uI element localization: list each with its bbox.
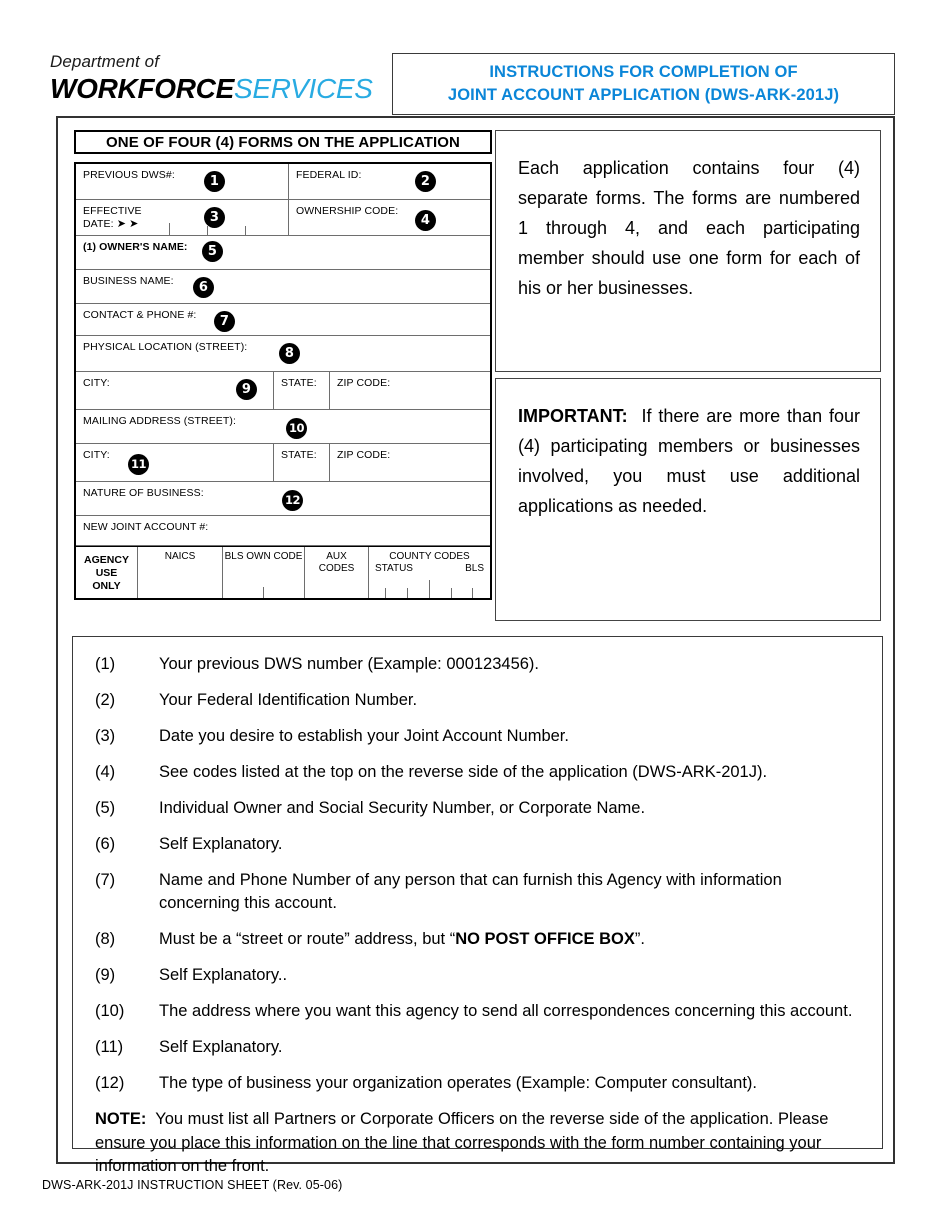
important-label: IMPORTANT: [518,406,628,426]
county-tick-2 [407,588,408,598]
document-title-box [392,53,895,115]
field-label-effective-date-line2: DATE: [83,218,114,230]
page-content-frame [56,116,895,1175]
marker-12: 12 [282,490,303,511]
instruction-item [95,833,860,856]
agency-label-aux-line2: CODES [318,563,355,574]
field-owners-name[interactable] [76,236,490,269]
logo-workforce-text: WORKFORCE [50,73,234,104]
date-tick-1 [169,223,170,235]
instruction-text: See codes listed at the top on the reverse side of the application (DWS-ARK-201J). [159,763,768,781]
county-tick-1 [385,588,386,598]
form-row-physical-location [76,336,490,372]
instruction-text: Self Explanatory. [159,835,283,853]
field-city-physical[interactable] [76,372,274,409]
instruction-item [95,689,860,712]
field-effective-date[interactable] [76,200,289,235]
form-row-new-joint-account [76,516,490,546]
marker-1: 1 [204,171,225,192]
info-box-important-body [496,379,880,521]
marker-7: 7 [214,311,235,332]
agency-field-bls-own-code[interactable] [223,547,305,598]
note-text: You must list all Partners or Corporate Officers on the reverse side of the application. Please ensure you place this information on the line that corresponds with the form number containing your information on the front. [95,1110,829,1175]
instruction-text: Your Federal Identification Number. [159,691,418,709]
instruction-item [95,797,860,820]
instruction-text: The address where you want this agency to send all correspondences concerning this account. [159,1002,853,1020]
instruction-text: Self Explanatory. [159,1038,283,1056]
agency-label-aux-line1: AUX [326,551,347,562]
field-label-zip-physical: ZIP CODE: [337,377,391,389]
page-footer: DWS-ARK-201J INSTRUCTION SHEET (Rev. 05-06) [42,1178,343,1192]
marker-3: 3 [204,207,225,228]
agency-field-aux-codes[interactable] [305,547,369,598]
note-block [95,1108,860,1179]
field-mailing-address[interactable] [76,410,490,443]
form-row-city-state-zip-physical [76,372,490,410]
marker-10: 10 [286,418,307,439]
marker-4: 4 [415,210,436,231]
form-row-previous-dws [76,164,490,200]
agency-logo [50,52,373,105]
field-zip-physical[interactable] [330,372,490,409]
instruction-number: (12) [95,1074,125,1092]
agency-field-naics[interactable] [138,547,223,598]
instruction-number: (3) [95,727,116,745]
page-title-line2: JOINT ACCOUNT APPLICATION (DWS-ARK-201J) [447,86,840,104]
field-label-state-physical: STATE: [281,377,317,389]
field-business-name[interactable] [76,270,490,303]
field-label-new-joint-account: NEW JOINT ACCOUNT #: [83,521,209,533]
instruction-item [95,761,860,784]
field-label-nature-of-business: NATURE OF BUSINESS: [83,487,204,499]
agency-label-naics: NAICS [164,551,196,562]
form-table [74,162,492,600]
instruction-number: (10) [95,1002,125,1020]
page-title-line1: INSTRUCTIONS FOR COMPLETION OF [489,63,798,81]
instructions-list [95,653,860,1095]
effective-date-arrows-icon: ➤ ➤ [116,218,139,230]
instruction-number: (5) [95,799,116,817]
logo-wordmark [50,73,373,105]
instruction-number: (2) [95,691,116,709]
logo-department-line: Department of [50,52,160,71]
field-previous-dws[interactable] [76,164,289,199]
agency-label-county-codes: COUNTY CODES [389,551,470,562]
field-label-owners-name: (1) OWNER'S NAME: [83,241,188,253]
marker-5: 5 [202,241,223,262]
field-label-previous-dws: PREVIOUS DWS#: [83,169,175,181]
instruction-item [95,725,860,748]
field-label-zip-mailing: ZIP CODE: [337,449,391,461]
field-city-mailing[interactable] [76,444,274,481]
marker-11: 11 [128,454,149,475]
instruction-number: (1) [95,655,116,673]
field-label-effective-date-line1: EFFECTIVE [83,205,142,217]
field-zip-mailing[interactable] [330,444,490,481]
agency-label-county-status: STATUS [375,563,413,574]
info-box-forms-count-text: Each application contains four (4) separate forms. The forms are numbered 1 through 4, and each participating member should use one form for each of his or her businesses. [518,158,860,298]
agency-field-county-codes[interactable] [369,547,490,598]
instruction-text: Name and Phone Number of any person that can furnish this Agency with information concerning this account. [159,871,782,912]
county-subheaders [369,563,490,575]
instruction-text: The type of business your organization operates (Example: Computer consultant). [159,1074,757,1092]
field-label-city-mailing: CITY: [83,449,110,461]
instruction-item [95,653,860,676]
field-label-city-physical: CITY: [83,377,110,389]
form-row-effective-date [76,200,490,236]
agency-use-line2: USE [95,567,118,579]
marker-2: 2 [415,171,436,192]
form-row-nature-of-business [76,482,490,516]
field-contact-phone[interactable] [76,304,490,335]
field-ownership-code[interactable] [289,200,490,235]
field-physical-location[interactable] [76,336,490,371]
county-tick-5 [472,588,473,598]
instruction-number: (9) [95,966,116,984]
instruction-item [95,928,860,951]
field-label-business-name: BUSINESS NAME: [83,275,174,287]
instruction-item [95,1036,860,1059]
date-tick-3 [245,226,246,235]
field-new-joint-account[interactable] [76,516,490,545]
instruction-text-pre: Must be a “street or route” address, but “ [159,930,456,948]
logo-services-text: SERVICES [233,73,373,104]
instruction-text [159,928,860,951]
form-row-owners-name [76,236,490,270]
instruction-number: (11) [95,1038,124,1056]
info-box-important [495,378,881,621]
agency-use-line1: AGENCY [84,554,129,566]
field-label-mailing-address: MAILING ADDRESS (STREET): [83,415,237,427]
form-banner: ONE OF FOUR (4) FORMS ON THE APPLICATION [74,130,492,154]
field-label-state-mailing: STATE: [281,449,317,461]
instruction-number: (8) [95,930,116,948]
instruction-text: Date you desire to establish your Joint Account Number. [159,727,569,745]
form-facsimile [74,130,492,600]
marker-6: 6 [193,277,214,298]
important-text: If there are more than four (4) participating members or businesses involved, you must use additional applications as needed. [518,406,860,516]
page-header [0,0,950,118]
instruction-text-emphasis: NO POST OFFICE BOX [455,930,635,948]
marker-8: 8 [279,343,300,364]
note-label: NOTE: [95,1110,147,1128]
form-row-business-name [76,270,490,304]
instruction-number: (7) [95,871,116,889]
form-row-mailing-address [76,410,490,444]
field-label-ownership-code: OWNERSHIP CODE: [296,205,399,217]
bls-tick-1 [263,587,264,598]
instruction-text-post: ”. [634,930,645,948]
instruction-text: Self Explanatory.. [159,966,288,984]
field-federal-id[interactable] [289,164,490,199]
instruction-item [95,1000,860,1023]
form-row-contact-phone [76,304,490,336]
agency-label-county-bls: BLS [465,563,484,574]
date-tick-2 [207,226,208,235]
agency-use-only-label [76,547,138,598]
instruction-number: (6) [95,835,116,853]
instruction-item [95,1072,860,1095]
field-label-contact-phone: CONTACT & PHONE #: [83,309,197,321]
county-tick-3 [429,580,430,598]
instruction-text: Individual Owner and Social Security Number, or Corporate Name. [159,799,646,817]
info-box-forms-count [495,130,881,372]
instruction-text: Your previous DWS number (Example: 000123456). [159,655,540,673]
field-state-mailing[interactable] [274,444,330,481]
field-label-federal-id: FEDERAL ID: [296,169,362,181]
agency-label-bls-own-code: BLS OWN CODE [224,551,303,562]
county-tick-4 [451,588,452,598]
instruction-number: (4) [95,763,116,781]
marker-9: 9 [236,379,257,400]
instruction-item [95,869,860,915]
agency-use-line3: ONLY [92,580,121,592]
form-row-agency-use [76,546,490,598]
field-label-physical-location: PHYSICAL LOCATION (STREET): [83,341,248,353]
instruction-item [95,964,860,987]
form-row-city-state-zip-mailing [76,444,490,482]
instructions-box [72,636,883,1175]
field-nature-of-business[interactable] [76,482,490,515]
field-state-physical[interactable] [274,372,330,409]
